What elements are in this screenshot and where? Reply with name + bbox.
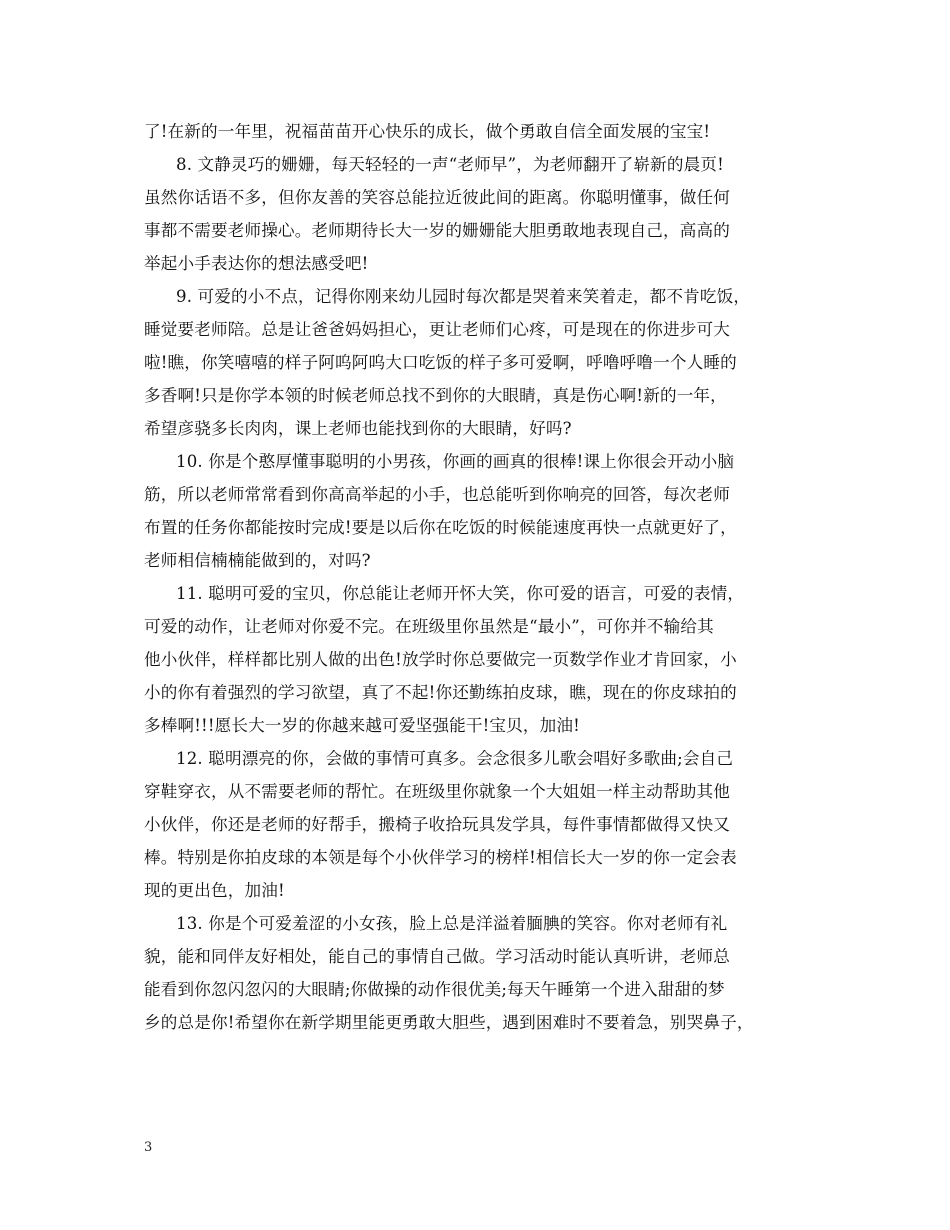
page-number: 3 [144,1140,153,1155]
text-line: 貌，能和同伴友好相处，能自己的事情自己做。学习活动时能认真听讲，老师总 [144,947,731,966]
text-line: 小伙伴，你还是老师的好帮手，搬椅子收拾玩具发学具，每件事情都做得又快又 [144,815,731,834]
text-line: 穿鞋穿衣，从不需要老师的帮忙。在班级里你就象一个大姐姐一样主动帮助其他 [144,782,731,801]
text-line: 了!在新的一年里，祝福苗苗开心快乐的成长，做个勇敢自信全面发展的宝宝! [144,122,711,141]
text-line: 事都不需要老师操心。老师期待长大一岁的姗姗能大胆勇敢地表现自己，高高的 [144,221,731,240]
text-line: 啦!瞧，你笑嘻嘻的样子阿呜阿呜大口吃饭的样子多可爱啊，呼噜呼噜一个人睡的 [144,353,737,372]
text-line: 睡觉要老师陪。总是让爸爸妈妈担心，更让老师们心疼，可是现在的你进步可大 [144,320,731,339]
paragraph-11-line-1: 11. 聪明可爱的宝贝，你总能让老师开怀大笑，你可爱的语言，可爱的表情， [176,584,745,603]
paragraph-13-line-1: 13. 你是个可爱羞涩的小女孩，脸上总是洋溢着腼腆的笑容。你对老师有礼 [176,914,728,933]
document-body [144,115,830,1039]
text-line: 可爱的动作，让老师对你爱不完。在班级里你虽然是“最小”，可你并不输给其 [144,617,714,636]
text-line: 老师相信楠楠能做到的，对吗? [144,551,371,570]
text-line: 小的你有着强烈的学习欲望，真了不起!你还勤练拍皮球，瞧，现在的你皮球拍的 [144,683,737,702]
text-line: 棒。特别是你拍皮球的本领是每个小伙伴学习的榜样!相信长大一岁的你一定会表 [144,848,737,867]
text-line: 布置的任务你都能按时完成!要是以后你在吃饭的时候能速度再快一点就更好了， [144,518,737,537]
text-line: 举起小手表达你的想法感受吧! [144,254,369,273]
paragraph-9-line-1: 9. 可爱的小不点，记得你刚来幼儿园时每次都是哭着来笑着走，都不肯吃饭， [176,287,751,306]
text-line: 他小伙伴，样样都比别人做的出色!放学时你总要做完一页数学作业才肯回家，小 [144,650,737,669]
text-line: 多棒啊!!!愿长大一岁的你越来越可爱坚强能干!宝贝，加油! [144,716,580,735]
text-line: 多香啊!只是你学本领的时候老师总找不到你的大眼睛，真是伤心啊!新的一年， [144,386,727,405]
text-line: 希望彦骁多长肉肉，课上老师也能找到你的大眼睛，好吗? [144,419,572,438]
text-line: 虽然你话语不多，但你友善的笑容总能拉近彼此间的距离。你聪明懂事，做任何 [144,188,731,207]
paragraph-12-line-1: 12. 聪明漂亮的你，会做的事情可真多。会念很多儿歌会唱好多歌曲;会自己 [176,749,734,768]
paragraph-10-line-1: 10. 你是个憨厚懂事聪明的小男孩，你画的画真的很棒!课上你很会开动小脑 [176,452,735,471]
text-line: 筋，所以老师常常看到你高高举起的小手，也总能听到你响亮的回答，每次老师 [144,485,731,504]
text-line: 乡的总是你!希望你在新学期里能更勇敢大胆些，遇到困难时不要着急，别哭鼻子， [144,1013,754,1032]
paragraph-8-line-1: 8. 文静灵巧的姗姗，每天轻轻的一声“老师早”，为老师翻开了崭新的晨页! [176,155,724,174]
text-line: 现的更出色，加油! [144,881,285,900]
text-line: 能看到你忽闪忽闪的大眼睛;你做操的动作很优美;每天午睡第一个进入甜甜的梦 [144,980,725,999]
